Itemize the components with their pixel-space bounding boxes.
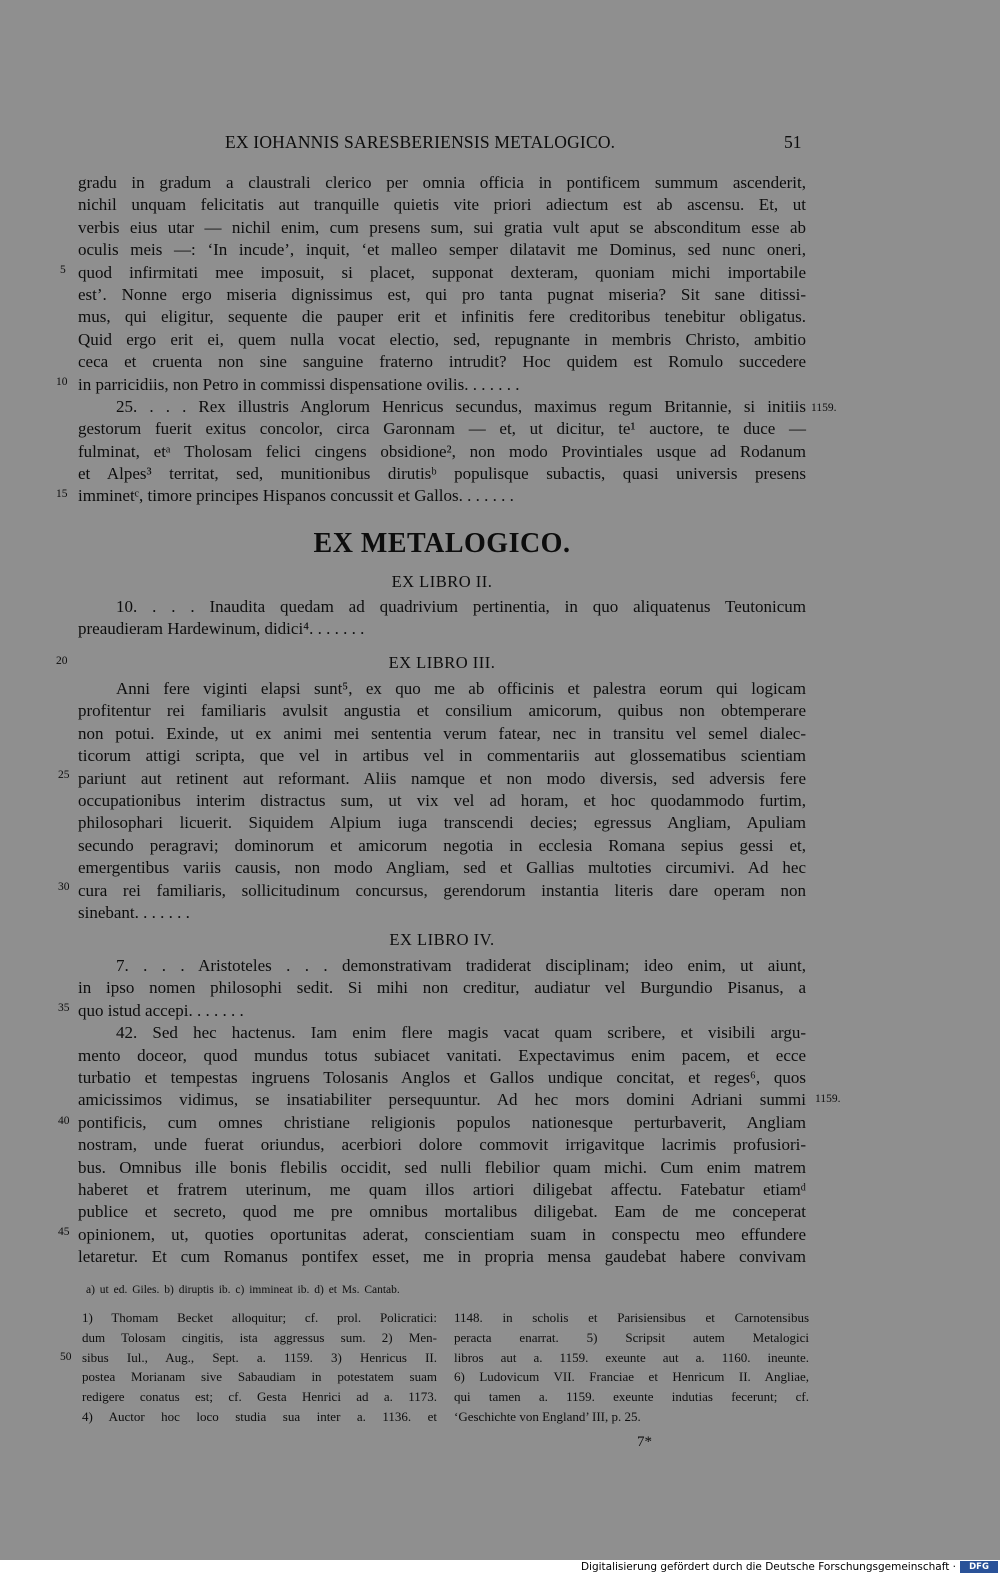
footnote-line: dum Tolosam cingitis, ista aggressus sum. 2) Men- [82,1329,437,1345]
line-number: 10 [56,376,68,388]
text-line: opinionem, ut, quoties oportunitas aderat, conscientiam suam in conspectu meo effundere [78,1224,806,1244]
text-line: est’. Nonne ergo miseria dignissimus est, qui pro tanta pugnat miseria? Sit sane ditissi- [78,284,806,304]
text-line: et Alpes³ territat, sed, munitionibus dirutisᵇ populisque subactis, quasi universis presens [78,464,806,484]
footnote-line: 1) Thomam Becket alloquitur; cf. prol. Policratici: [82,1310,437,1325]
footnote-line: ‘Geschichte von England’ III, p. 25. [454,1408,641,1424]
margin-date: 1159. [811,402,837,414]
running-header-title: EX IOHANNIS SARESBERIENSIS METALOGICO. [225,132,616,152]
text-line: non potui. Exinde, ut ex animi mei sententia verum fatear, nec in transitu vel semel dialec- [78,723,806,743]
book-heading: EX LIBRO IV. [389,930,495,949]
text-line: gestorum fuerit exitus concolor, circa Garonnam — et, ut dicitur, te¹ auctore, te duce — [78,419,806,439]
text-line: gradu in gradum a claustrali clerico per omnia officia in pontificem summum ascenderit, [78,173,806,192]
footnote-line: redigere conatus est; cf. Gesta Henrici ad a. 1173. [82,1389,437,1405]
footnote-line: postea Morianam sive Sabaudiam in potestatem suam [82,1369,437,1385]
text-block-book-2 [78,596,806,641]
text-line: 42. Sed hec hactenus. Iam enim flere magis vacat quam scribere, et visibili argu- [116,1023,806,1043]
dfg-logo[interactable]: DFG [960,1561,998,1573]
book-heading: EX LIBRO III. [388,653,496,672]
text-block-book-3 [78,678,806,924]
text-line: emergentibus variis causis, non modo Angliam, sed et Gallias multoties circumivi. Ad hec [78,858,806,878]
text-line: profitentur rei familiaris avulsit angustia et consilium amicorum, quibus non obtemperare [78,701,806,721]
text-line: oculis meis —: ‘In incude’, inquit, ‘et malleo semper dilatavit me Dominus, sed nunc oneri, [78,240,806,260]
main-section-heading: EX METALOGICO. [313,528,571,559]
footnote-line: qui tamen a. 1159. exeunte indutias fecerunt; cf. [454,1389,809,1405]
signature-mark: 7* [637,1434,652,1450]
text-block-book-4 [78,955,806,1268]
text-line: quod infirmitati mee imposuit, si placet, supponat dexteram, quoniam michi importabile [78,262,806,282]
line-number: 35 [58,1002,70,1014]
text-line: 10. . . . Inaudita quedam ad quadrivium pertinentia, in quo aliquatenus Teutonicum [116,597,806,616]
text-line: quo istud accepi. . . . . . . [78,1000,244,1020]
text-line: amicissimos vidimus, se insatiabiliter persequuntur. Ad hec mors domini Adriani summi [78,1090,806,1110]
book-heading: EX LIBRO II. [391,572,493,591]
text-line: fulminat, etᵃ Tholosam felici cingens obsidione², non modo Provintiales usque ad Rodanum [78,441,806,461]
footnotes-right-column [454,1308,809,1427]
margin-date: 1159. [815,1093,841,1105]
text-line: mus, qui eligitur, sequente die pauper erit et infinitis fere creditoribus tenebitur obligatus. [78,307,806,327]
text-line: Anni fere viginti elapsi sunt⁵, ex quo me ab officinis et palestra eorum qui logicam [116,679,806,698]
footnote-line: peracta enarrat. 5) Scripsit autem Metalogici [454,1329,809,1345]
text-line: pontificis, cum omnes christiane religionis populos nationesque perturbaverit, Angliam [78,1112,806,1132]
funding-notice[interactable]: Digitalisierung gefördert durch die Deutsche Forschungsgemeinschaft · [580,1561,956,1573]
text-line: sinebant. . . . . . . [78,902,190,922]
line-number: 50 [60,1351,72,1363]
line-number: 40 [58,1115,70,1127]
text-line: nichil unquam felicitatis aut tranquille quietis vite priori adiectum est ab ascensu. Et, ut [78,195,806,215]
line-number: 25 [58,769,70,781]
text-line: turbatio et tempestas ingruens Tolosanis Anglos et Gallos undique concitat, et reges⁶, quos [78,1067,806,1087]
text-line: imminetᶜ, timore principes Hispanos concussit et Gallos. . . . . . . [78,486,514,506]
text-line: preaudieram Hardewinum, didici⁴. . . . . . . [78,619,365,639]
text-line: ticorum attigi scripta, que vel in artibus vel in commentariis aut glossematibus scientiam [78,746,806,766]
line-number: 45 [58,1226,70,1238]
variant-readings: a) ut ed. Giles. b) diruptis ib. c) immineat ib. d) et Ms. Cantab. [86,1284,400,1296]
text-block-continuation [78,172,806,508]
text-line: pariunt aut retinent aut reformant. Aliis namque et non modo diversis, sed adversis fere [78,768,806,788]
text-line: verbis eius utar — nichil enim, cum presens sum, sui gratia vult aput se absconditum esse ab [78,217,806,237]
text-line: haberet et fratrem uterinum, me quam illos artiori diligebat affectu. Fatebatur etiamᵈ [78,1179,806,1199]
page-number: 51 [784,132,802,152]
text-line: cura rei familiaris, sollicitudinum concursus, gerendorum instantia literis dare operam non [78,880,806,900]
text-line: occupationibus interim distractus sum, ut vix vel ad horam, et hoc quodammodo furtim, [78,790,806,810]
line-number: 30 [58,881,70,893]
text-line: 25. . . . Rex illustris Anglorum Henricus secundus, maximus regum Britannie, si initiis [116,396,806,416]
text-line: publice et secreto, quod me pre omnibus mortalibus diligebat. Eam de me conceperat [78,1202,806,1222]
text-line: philosophari licuerit. Siquidem Alpium iuga transcendi decies; egressus Angliam, Apuliam [78,813,806,833]
text-line: Quid ergo erit ei, quem nulla vocat electio, sed, repugnante in membris Christo, ambitio [78,329,806,349]
footnotes-left-column [82,1308,437,1427]
footnote-line: sibus Iul., Aug., Sept. a. 1159. 3) Henricus II. [82,1349,437,1365]
footnote-line: libros aut a. 1159. exeunte aut a. 1160. ineunte. [454,1349,809,1365]
text-line: 7. . . . Aristoteles . . . demonstrativam tradiderat disciplinam; ideo enim, ut aiunt, [116,956,806,975]
text-line: in ipso nomen philosophi sedit. Si mihi non creditur, audiatur vel Burgundio Pisanus, a [78,978,806,998]
footnote-line: 4) Auctor hoc loco studia sua inter a. 1136. et [82,1408,437,1424]
line-number: 5 [60,264,66,276]
text-line: ceca et cruenta non sine sanguine fraterno intrudit? Hoc quidem est Romulo succedere [78,352,806,372]
line-number: 20 [56,655,68,667]
footnote-line: 1148. in scholis et Parisiensibus et Carnotensibus [454,1310,809,1325]
footnote-line: 6) Ludovicum VII. Franciae et Henricum II. Angliae, [454,1369,809,1385]
text-line: bus. Omnibus ille bonis flebilis occidit, sed nulli flebilior quam michi. Cum enim matrem [78,1157,806,1177]
text-line: letaretur. Et cum Romanus pontifex esset, me in propria mensa gaudebat habere convivam [78,1247,806,1267]
line-number: 15 [56,488,68,500]
text-line: secundo peragravi; dominorum et amicorum negotia in ecclesia Romana sepius gessi et, [78,835,806,855]
text-line: in parricidiis, non Petro in commissi dispensatione ovilis. . . . . . . [78,374,520,394]
text-line: mento doceor, quod mundus totus subiacet vanitati. Expectavimus enim pacem, et ecce [78,1045,806,1065]
text-line: nostram, unde fuerat oriundus, acerbiori dolore commovit irrigavitque lacrimis profusiori- [78,1135,806,1155]
